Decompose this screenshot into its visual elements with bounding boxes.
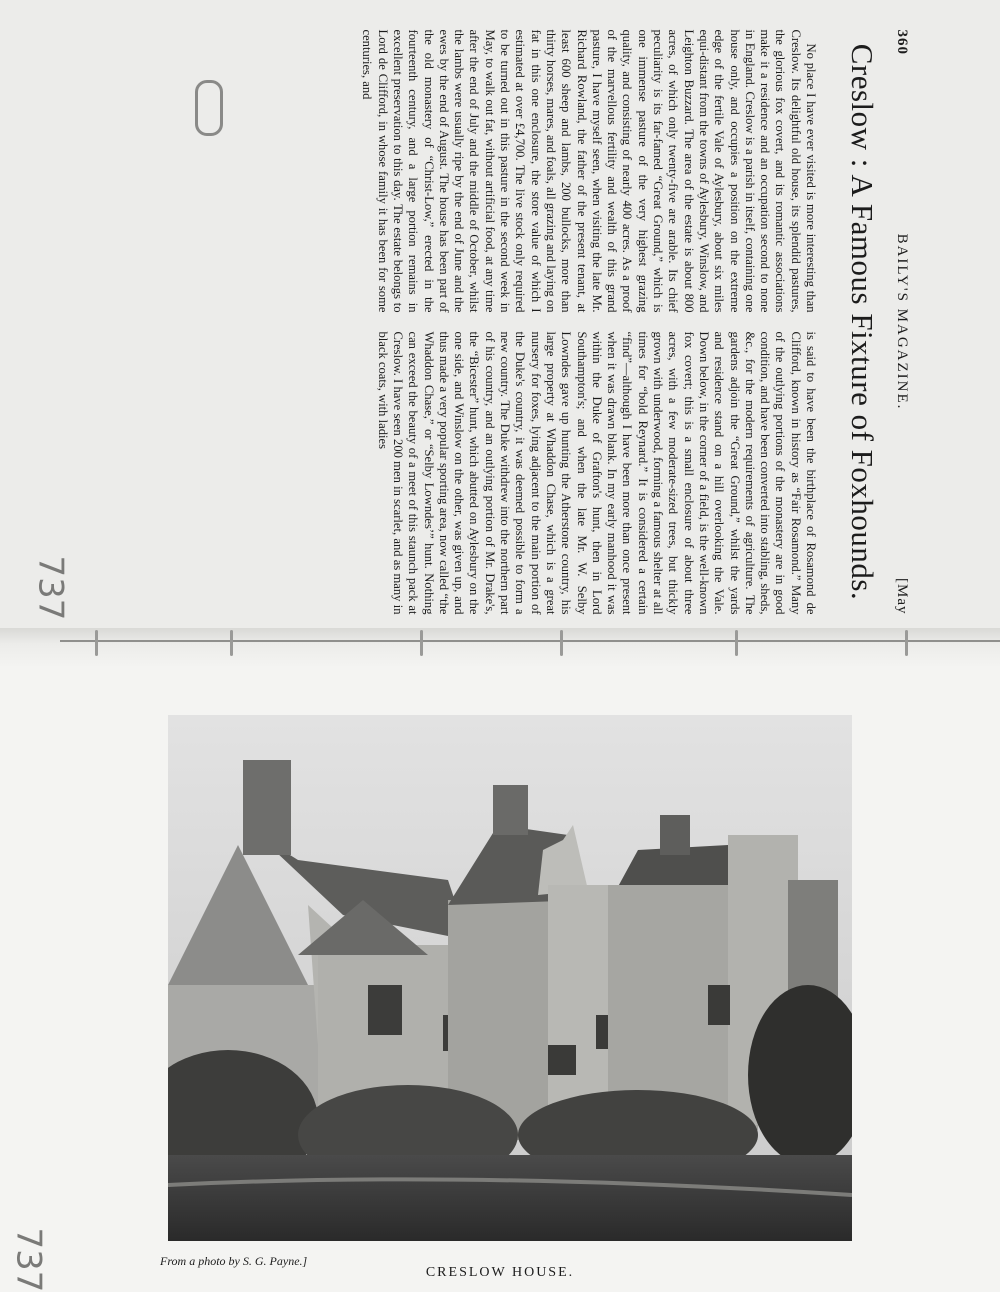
handwritten-note: 737 (30, 555, 71, 621)
window (548, 1045, 576, 1075)
garden-lawn (168, 1155, 852, 1241)
issue-month: [May (894, 578, 910, 615)
window (368, 985, 402, 1035)
magazine-title: BAILY'S MAGAZINE. (894, 233, 910, 411)
binding-stitch (230, 630, 233, 656)
chimney-right (660, 815, 690, 855)
article-body (158, 30, 818, 615)
chimney-left (243, 760, 291, 855)
binding-thread (60, 640, 1000, 642)
chimney-middle (493, 785, 528, 835)
handwritten-note: 737 (8, 1227, 49, 1292)
binding-stitch (735, 630, 738, 656)
binding-stitch (560, 630, 563, 656)
page-edge-shadow (0, 628, 1000, 668)
binding-stitch (95, 630, 98, 656)
house-illustration (168, 715, 852, 1241)
article-text-left: No place I have ever visited is more interesting than Creslow. Its delightful old house, its splendid pastures, the glorious fox covert, and its romantic associations make it a residence and an occupation second to none in England. Creslow is a parish in itself, containing one house only, and occupies a position on the extreme edge of the fertile Vale of Aylesbury, about six miles equi-distant from the towns of Aylesbury, Winslow, and Leighton Buzzard. The area of the estate is about 800 acres, of which only twenty-five are arable. Its chief peculiarity is its far-famed “Great Ground,” which is one immense pasture of the very highest grazing quality, and consisting of nearly 400 acres. As a proof of the marvellous fertility and wealth of this grand pasture, I have myself seen, when visiting the late Mr. Richard Rowland, the father of the present tenant, at least 600 sheep and lambs, 200 bullocks, more than thirty horses, mares, and foals, all grazing and laying on fat in this one enclosure, the store value of which I estimated at over £4,700. The live stock only required to be turned out in this pasture in the second week in May, to walk out fat, without artificial food, at any time after the end of July and the middle of October, whilst the lambs were usually ripe by the end of June and the ewes by the end of August. The house has been part of the old monastery of “Christ-Low,” erected in the fourteenth century, and a large portion remains in excellent preservation to this day. The estate belongs to Lord de Clifford, in whose family it has been for some centuries, and (360, 29, 818, 313)
article-title: Creslow : A Famous Fixture of Foxhounds. (845, 43, 880, 601)
paper-clip-icon (195, 80, 223, 136)
window (708, 985, 730, 1025)
photo-caption: CRESLOW HOUSE. (425, 1265, 575, 1280)
running-head (886, 30, 910, 615)
creslow-house-photo (168, 715, 852, 1241)
photo-credit: From a photo by S. G. Payne.] (160, 1254, 308, 1268)
article-column-right (158, 332, 818, 615)
binding-stitch (420, 630, 423, 656)
article-text-right: is said to have been the birthplace of Rosamond de Clifford, known in history as “Fair Rosamond.” Many of the outlying portions of the monastery are in good condition, and have been converted into stabling, sheds, &c., for the modern requirements of agriculture. The gardens adjoin the “Great Ground,” whilst the yards and residence stand on a hill overlooking the Vale. Down below, in the corner of a field, is the well-known fox covert; this is a small enclosure of about three acres, with a few moderate-sized trees, but thickly grown with underwood, forming a famous shelter at all times for “bold Reynard.” It is considered a certain “find”—although I have been more than once present when it was drawn blank. In my early manhood it was within the Duke of Grafton's hunt, then in Lord Southampton's; and when the late Mr. W. Selby Lowndes gave up hunting the Atherstone country, his large property at Whaddon Chase, which is a great nursery for foxes, lying adjacent to the main portion of the Duke's country, it was deemed possible to form a new country. The Duke withdrew into the northern part of his country, and an outlying portion of Mr. Drake's, the “Bicester” hunt, which abutted on Aylesbury on the one side, and Winslow on the other, was given up, and thus made a very popular sporting area, now called “the Whaddon Chase,” or “Selby Lowndes’” hunt. Nothing can exceed the beauty of a meet of this staunch pack at Creslow. I have seen 200 men in scarlet, and as many in black coats, with ladies (375, 331, 818, 615)
binding-stitch (905, 630, 908, 656)
page-number: 360 (894, 29, 910, 55)
article-column-left (158, 30, 818, 313)
article-frame (150, 30, 910, 615)
